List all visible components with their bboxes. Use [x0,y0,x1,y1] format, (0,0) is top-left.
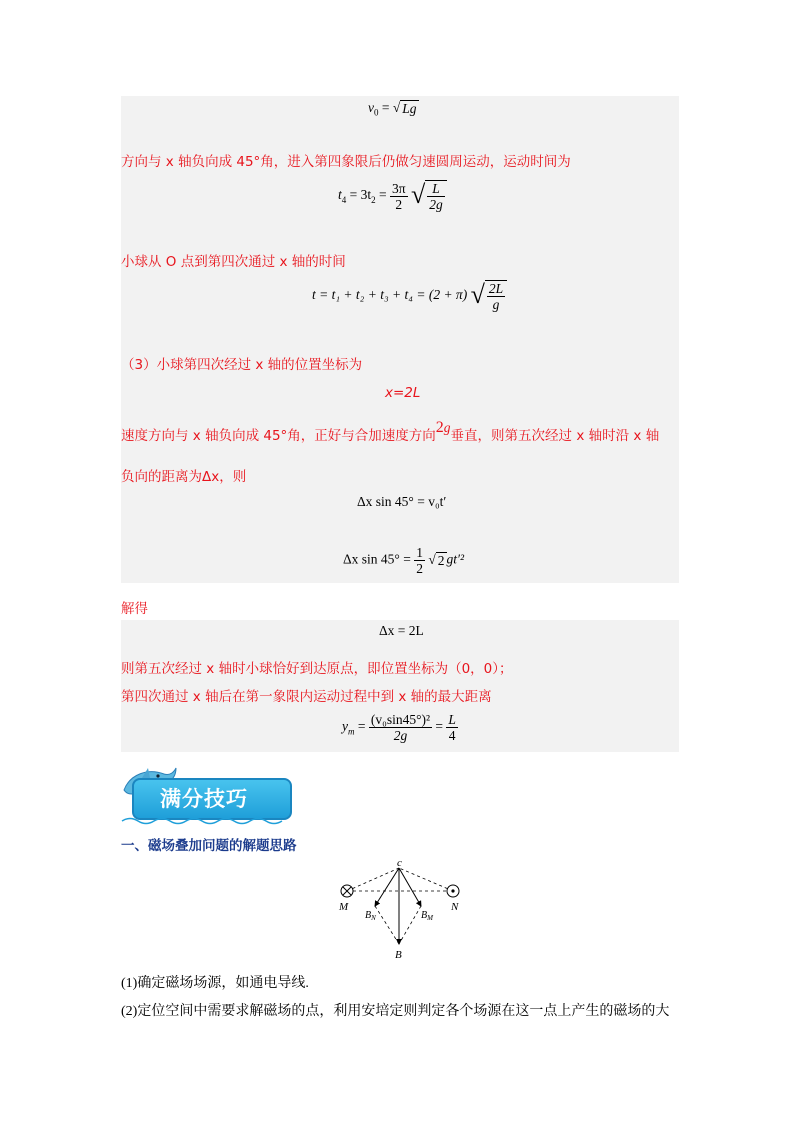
label-c: c [397,857,402,869]
label-bm: $B_M$ [421,910,433,922]
text-origin-line: 则第五次经过 x 轴时小球恰好到达原点，即位置坐标为（0，0）； [121,661,513,677]
equation-total-time: t = t₁ + t₂ + t₃ + t₄ = (2 + π) √ $\frac{2L}{g}$ [312,280,507,312]
label-b: B [395,949,402,961]
magnetic-field-diagram [335,856,465,964]
text-solve-label: 解得 [121,601,148,617]
label-m: M [339,901,349,913]
equation-dx-1: Δx sin 45° = v₀t′ [357,494,447,509]
equation-ym: $y_m$ = $\frac{\text{(v₀sin45°)²}}{2g}$ = $\frac{L}{4}$ [342,712,456,743]
equation-dx-2: Δx sin 45° = $\frac{1}{2}$ √ 2 gt′² [343,545,465,576]
equation-v0: $v_0$ = √ Lg [368,100,417,118]
text-velocity-line: 速度方向与 x 轴负向成 45°角，正好与合加速度方向2g垂直，则第五次经过 x 轴时沿 x 轴 [121,419,660,444]
text-distance-line: 负向的距离为Δx，则 [121,469,247,485]
section-title: 一、磁场叠加问题的解题思路 [121,838,297,854]
equation-dx-result: Δx = 2L [379,623,424,638]
text-direction-line: 方向与 x 轴负向成 45°角，进入第四象限后仍做匀速圆周运动，运动时间为 [121,154,571,170]
label-bn: $B_N$ [365,910,376,922]
equation-x-2l: x=2L [385,385,421,401]
step-1: (1)确定磁场场源，如通电导线. [121,976,309,991]
banner-label: 满分技巧 [160,787,248,811]
banner-full-score-tips [120,764,292,826]
text-max-distance-line: 第四次通过 x 轴后在第一象限内运动过程中到 x 轴的最大距离 [121,689,492,705]
step-2: (2)定位空间中需要求解磁场的点，利用安培定则判定各个场源在这一点上产生的磁场的大 [121,1004,670,1019]
text-part3-line: （3）小球第四次经过 x 轴的位置坐标为 [121,357,363,373]
label-n: N [451,901,459,913]
text-time-line: 小球从 O 点到第四次通过 x 轴的时间 [121,254,346,270]
field-vector-diagram [335,856,465,964]
wave-decoration-icon [120,816,292,826]
equation-t4: $t_4 = 3t_2$ = $\frac{3\pi}{2}$ √ $\frac{L}{2g}$ [338,180,447,212]
